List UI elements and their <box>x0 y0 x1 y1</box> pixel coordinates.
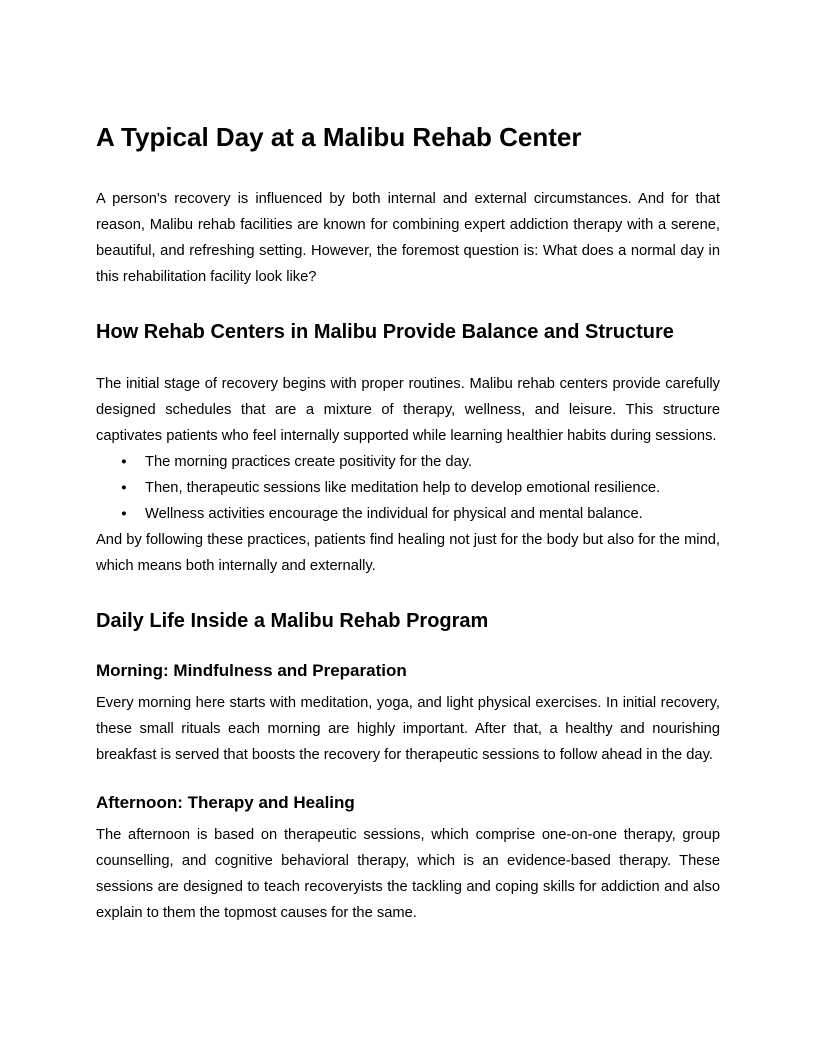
section-heading-balance-and-structure: How Rehab Centers in Malibu Provide Balance and Structure <box>96 321 674 344</box>
section1-paragraph: The initial stage of recovery begins with proper routines. Malibu rehab centers provide carefully designed schedules that are a mixture of therapy, wellness, and leisure. This structure captivates patients who feel internally supported while learning healthier habits during sessions. <box>96 376 720 445</box>
section-heading-daily-life: Daily Life Inside a Malibu Rehab Program <box>96 610 489 633</box>
document-title: A Typical Day at a Malibu Rehab Center <box>96 122 582 152</box>
bullet-list <box>96 449 720 527</box>
afternoon-paragraph: The afternoon is based on therapeutic sessions, which comprise one-on-one therapy, group counselling, and cognitive behavioral therapy, which is an evidence-based therapy. These sessions are designed to teach recoveryists the tackling and coping skills for addiction and also explain to them the topmost causes for the same. <box>96 827 720 922</box>
subsection-heading-afternoon: Afternoon: Therapy and Healing <box>96 793 355 813</box>
morning-paragraph: Every morning here starts with meditation, yoga, and light physical exercises. In initial recovery, these small rituals each morning are highly important. After that, a healthy and nourishing breakfast is served that boosts the recovery for therapeutic sessions to follow ahead in the day. <box>96 695 720 764</box>
intro-paragraph: A person's recovery is influenced by both internal and external circumstances. And for that reason, Malibu rehab facilities are known for combining expert addiction therapy with a serene, beautiful, and refreshing setting. However, the foremost question is: What does a normal day in this rehabilitation facility look like? <box>96 191 720 286</box>
list-item: ● Wellness activities encourage the individual for physical and mental balance. <box>96 501 720 527</box>
subsection-heading-morning: Morning: Mindfulness and Preparation <box>96 661 407 681</box>
section1-closing-paragraph: And by following these practices, patients find healing not just for the body but also for the mind, which means both internally and externally. <box>96 532 720 575</box>
list-item: ● The morning practices create positivity for the day. <box>96 449 720 475</box>
list-item: ● Then, therapeutic sessions like meditation help to develop emotional resilience. <box>96 475 720 501</box>
